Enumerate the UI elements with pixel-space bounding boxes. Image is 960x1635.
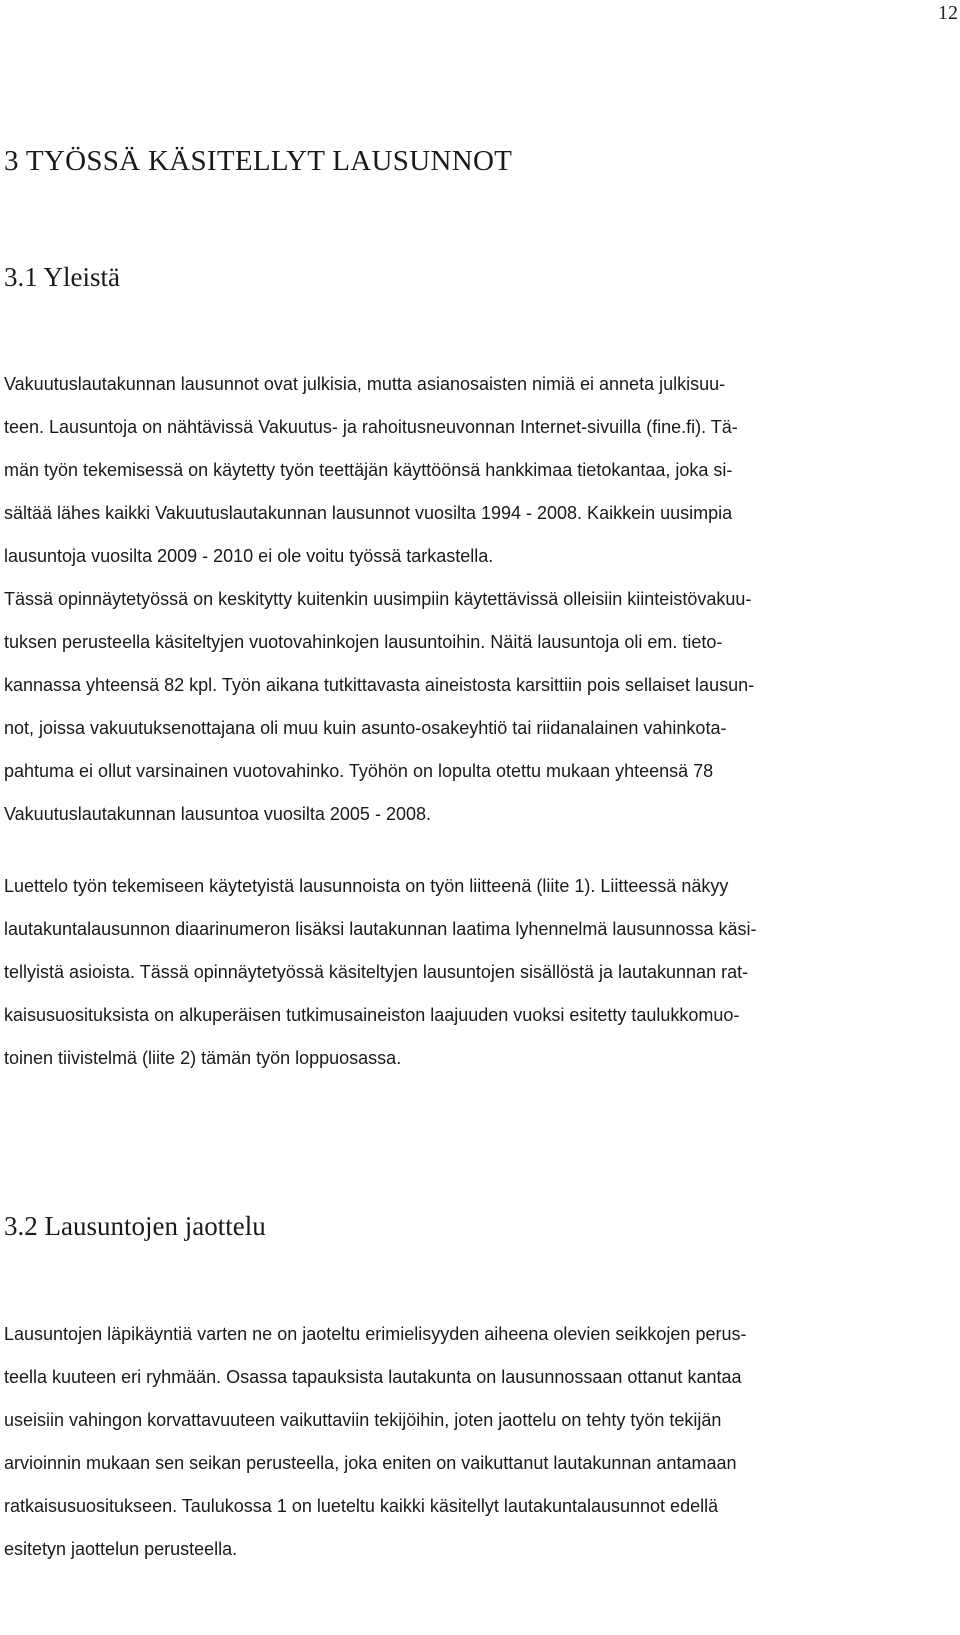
paragraph-line: kannassa yhteensä 82 kpl. Työn aikana tutkittavasta aineistosta karsittiin pois sellaiset lausun- [4, 675, 755, 695]
paragraph-line: kaisusuosituksista on alkuperäisen tutkimusaineiston laajuuden vuoksi esitetty taulukkomuo- [4, 1005, 740, 1025]
paragraph-line: Vakuutuslautakunnan lausuntoa vuosilta 2005 - 2008. [4, 804, 431, 824]
paragraph-line: lautakuntalausunnon diaarinumeron lisäksi lautakunnan laatima lyhennelmä lausunnossa käsi- [4, 919, 757, 939]
paragraph-line: Vakuutuslautakunnan lausunnot ovat julkisia, mutta asianosaisten nimiä ei anneta julkisuu- [4, 374, 726, 394]
paragraph-line: Tässä opinnäytetyössä on keskitytty kuitenkin uusimpiin käytettävissä olleisiin kiinteistövakuu- [4, 589, 752, 609]
paragraph-line: useisiin vahingon korvattavuuteen vaikuttaviin tekijöihin, joten jaottelu on tehty työn tekijän [4, 1410, 722, 1430]
paragraph-line: teen. Lausuntoja on nähtävissä Vakuutus- ja rahoitusneuvonnan Internet-sivuilla (fine.fi). Tä- [4, 417, 738, 437]
paragraph-line: tuksen perusteella käsiteltyjen vuotovahinkojen lausuntoihin. Näitä lausuntoja oli em. tieto- [4, 632, 723, 652]
section-heading-yleista: 3.1 Yleistä [4, 262, 120, 292]
section-heading-jaottelu: 3.2 Lausuntojen jaottelu [4, 1211, 266, 1241]
paragraph-line: tellyistä asioista. Tässä opinnäytetyössä käsiteltyjen lausuntojen sisällöstä ja lautakunnan rat- [4, 962, 749, 982]
chapter-heading: 3 TYÖSSÄ KÄSITELLYT LAUSUNNOT [4, 145, 513, 177]
paragraph-3 [4, 865, 939, 1080]
paragraph-line: sältää lähes kaikki Vakuutuslautakunnan lausunnot vuosilta 1994 - 2008. Kaikkein uusimpia [4, 503, 733, 523]
paragraph-line: esitetyn jaottelun perusteella. [4, 1539, 238, 1559]
paragraph-line: toinen tiivistelmä (liite 2) tämän työn loppuosassa. [4, 1048, 402, 1068]
paragraph-line: teella kuuteen eri ryhmään. Osassa tapauksista lautakunta on lausunnossaan ottanut kantaa [4, 1367, 742, 1387]
paragraph-line: not, joissa vakuutuksenottajana oli muu kuin asunto-osakeyhtiö tai riidanalainen vahinkota- [4, 718, 727, 738]
paragraph-line: ratkaisusuositukseen. Taulukossa 1 on lueteltu kaikki käsitellyt lautakuntalausunnot edellä [4, 1496, 719, 1516]
paragraph-line: män työn tekemisessä on käytetty työn teettäjän käyttöönsä hankkimaa tietokantaa, joka si- [4, 460, 733, 480]
paragraph-4 [4, 1313, 939, 1571]
paragraph-line: arvioinnin mukaan sen seikan perusteella, joka eniten on vaikuttanut lautakunnan antamaan [4, 1453, 737, 1473]
paragraph-1 [4, 363, 939, 578]
paragraph-line: Lausuntojen läpikäyntiä varten ne on jaoteltu erimielisyyden aiheena olevien seikkojen perus- [4, 1324, 747, 1344]
paragraph-line: Luettelo työn tekemiseen käytetyistä lausunnoista on työn liitteenä (liite 1). Liitteessä näkyy [4, 876, 729, 896]
paragraph-2 [4, 578, 939, 836]
page-number: 12 [938, 2, 958, 24]
paragraph-line: lausuntoja vuosilta 2009 - 2010 ei ole voitu työssä tarkastella. [4, 546, 494, 566]
paragraph-line: pahtuma ei ollut varsinainen vuotovahinko. Työhön on lopulta otettu mukaan yhteensä 78 [4, 761, 714, 781]
